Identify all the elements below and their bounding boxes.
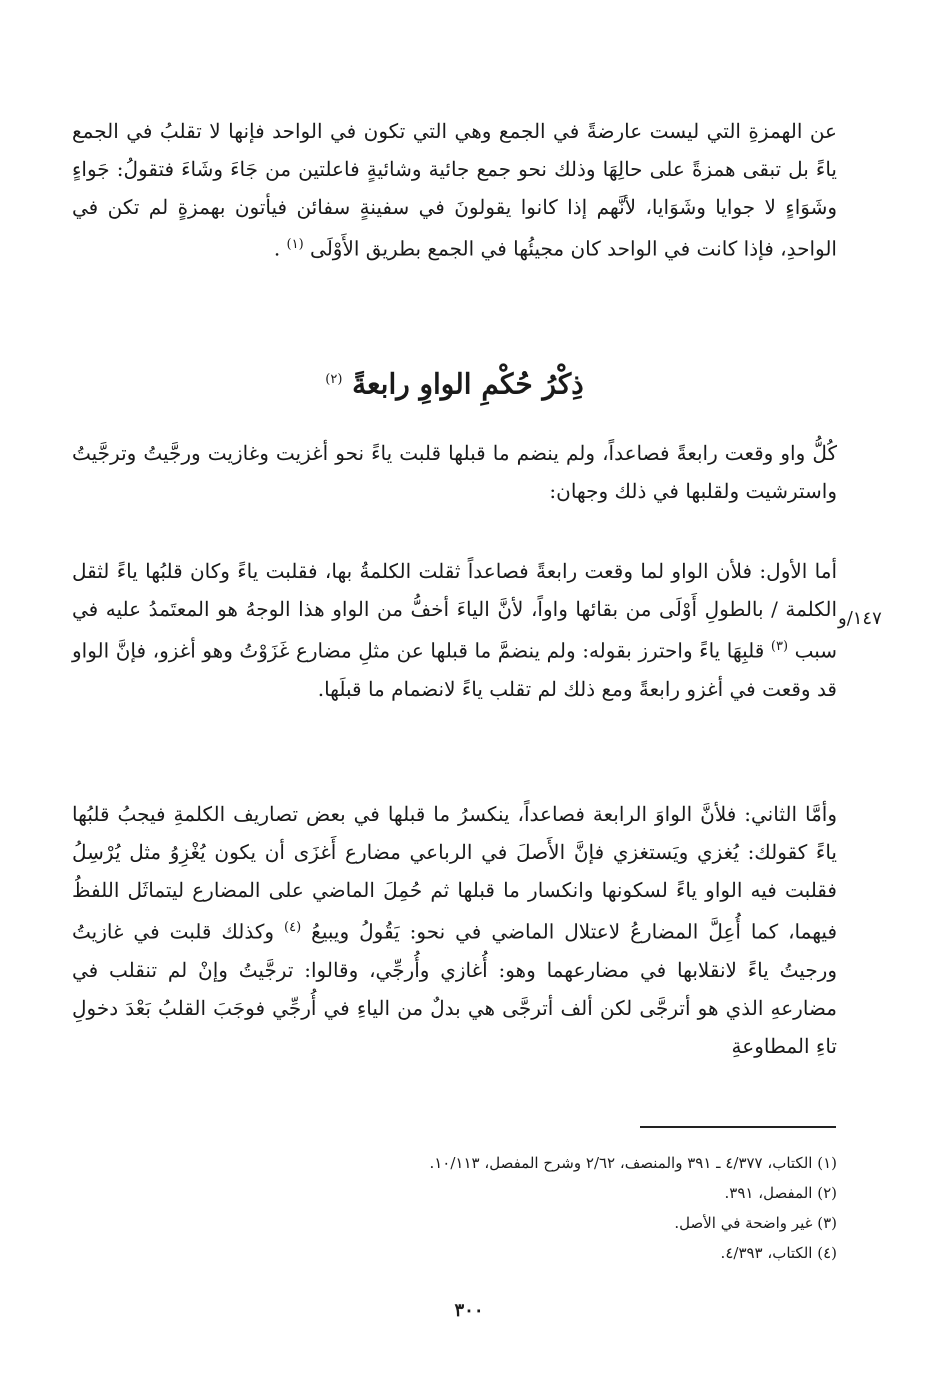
paragraph-3-part-a: أما الأول: فلأن الواو لما وقعت رابعةً فصاعداً ثقلت الكلمةُ بها، فقلبت ياءً وكان قلبُها ياءً لثقل الكلمة / بالطولِ أَوْلَى من بقائها واواً، لأنَّ الياءَ أخفُّ من الواو هذا الوجهُ هو المعتَمدُ عليه في سبب [72,559,837,663]
paragraph-4-part-b: وكذلك قلبت في غازيتُ ورجيتُ ياءً لانقلابها في مضارعهما وهو: أُغازي وأُرجِّي، وقالوا: ترجَّيتُ وإنْ لم تنقلب في مضارعهِ الذي هو أترجَّى لكن ألف أترجَّى هي بدلٌ من الياءِ في أُرجِّي فوجَبَ القلبُ بَعْدَ دخولِ تاءِ المطاوعةِ [72,919,837,1058]
paragraph-4-text [72,795,837,1065]
paragraph-1-text [72,112,837,268]
footnotes [300,1148,837,1268]
footnote-ref-1: (١) [286,237,304,252]
page-number: ٣٠٠ [454,1300,484,1321]
manuscript-folio-note: ١٤٧/و [838,608,882,629]
footnote-1: (١) الكتاب، ٤/٣٧٧ ـ ٣٩١ والمنصف، ٢/٦٢ وشرح المفصل، ١٠/١١٣. [429,1154,837,1172]
paragraph-3-text [72,552,837,708]
paragraph-1 [72,112,837,268]
footnote-3: (٣) غير واضحة في الأصل. [674,1214,837,1232]
paragraph-2 [72,434,837,510]
footnote-ref-2: (٢) [325,372,343,387]
paragraph-4-part-a: وأمَّا الثاني: فلأنَّ الواوَ الرابعة فصاعداً، ينكسرُ ما قبلها في بعض تصاريف الكلمةِ فيجبُ قلبُها ياءً كقولك: يُغزي ويَستغزي فإنَّ الأَصلَ في الرباعي مضارع أَغزَى أن يكون يُغْزِوُ مثل يُرْسِلُ فقلبت فيه الواو ياءً لسكونها وانكسار ما قبلها ثم حُمِلَ الماضي على المضارع ليتماثَل اللفظُ فيهما، كما أُعِلَّ المضارعُ لاعتلال الماضي في نحو: يَقُولُ ويبيعُ [72,802,838,944]
footnote-ref-4: (٤) [284,920,302,935]
footnote-ref-3: (٣) [770,639,789,654]
footnote-2: (٢) المفصل، ٣٩١. [724,1184,837,1202]
paragraph-4 [72,795,837,1065]
paragraph-2-text: كُلُّ واو وقعت رابعةً فصاعداً، ولم ينضم ما قبلها قلبت ياءً نحو أغزيت وغازيت ورجَّيتُ وترجَّيتُ واسترشيت ولقلبها في ذلك وجهان: [72,441,837,503]
paragraph-3-part-b: قلبِهَا ياءً واحترز بقوله: ولم ينضمَّ ما قبلها عن مثلِ مضارع غَزَوْتُ وهو أغزو، فإنَّ الواو قد وقعت في أغزو رابعةً ومع ذلك لم تقلب ياءً لانضمام ما قبلَها. [72,638,837,701]
footnote-4: (٤) الكتاب، ٤/٣٩٣. [720,1244,837,1262]
paragraph-1-end: . [273,236,281,261]
paragraph-1-body: عن الهمزةِ التي ليست عارضةً في الجمع وهي التي تكون في الواحد فإنها لا تقلبُ في الجمع ياءً بل تبقى همزةً على حالِهَا وذلك نحو جمع جائية وشائيةٍ فاعلتين من جَاءَ وشَاءَ فتقولُ: جَواءٍ وشَوَاءٍ لا جوايا وشَوَايا، لأنَّهم إذا كانوا يقولونَ في سفينةٍ سفائن فيأتون بهمزةٍ لم تكن في الواحدِ، فإذا كانت في الواحد كان مجيئُها في الجمع بطريق الأَوْلَى [72,119,837,261]
section-heading [72,358,837,406]
footnote-separator [640,1126,836,1128]
section-heading-text: ذِكْرُ حُكْمِ الواوِ رابعةً [352,367,584,401]
paragraph-3 [72,552,837,708]
